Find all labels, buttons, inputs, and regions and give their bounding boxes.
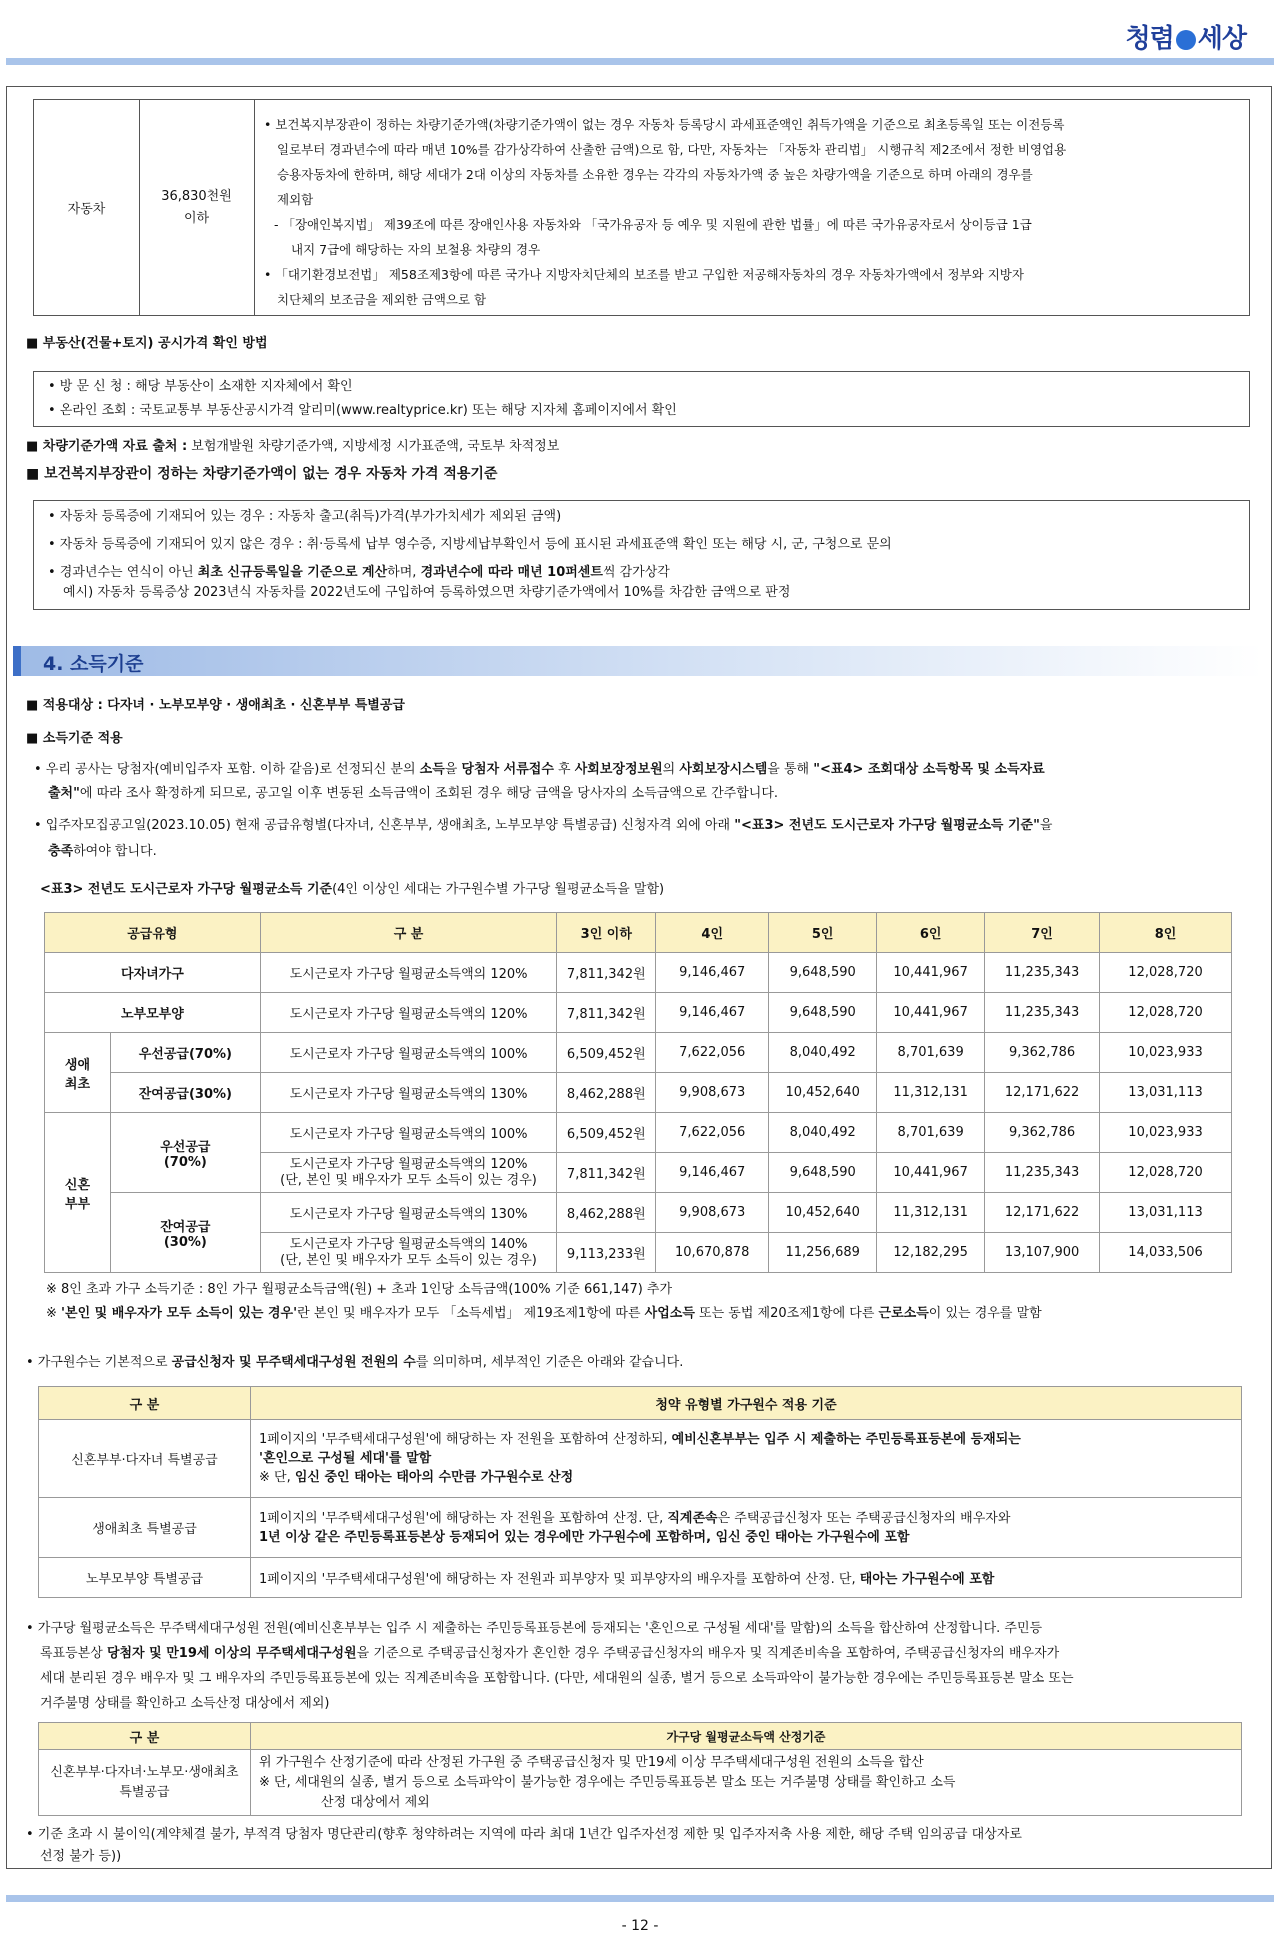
- col-header: 구 분: [260, 913, 557, 953]
- table-row: 노부모부양 도시근로자 가구당 월평균소득액의 120% 7,811,342원 9,146,467 9,648,590 10,441,967 11,235,343 12,028,720: [45, 993, 1232, 1033]
- monthly-income-para: • 가구당 월평균소득은 무주택세대구성원 전원(예비신혼부부는 입주 시 제출하는 주민등록표등본에 등재되는 '혼인으로 구성될 세대'를 말함)의 소득을 합산하여 산정합니다. 주민등 록표등본상 당첨자 및 만19세 이상의 무주택세대구성원을 기준으로 주택공급신청자가 혼인한 경우 주택공급신청자의 배우자 및 직계존비속을 포함하여, 주택공급신청자의 배우자가 세대 분리된 경우 배우자 및 그 배우자의 주민등록표등본에 있는 직계존비속을 포함합니다. (다만, 세대원의 실종, 별거 등으로 소득파악이 불가능한 경우에는 주민등록표등본 말소 또는 거주불명 상태를 확인하고 소득산정 대상에서 제외): [26, 1621, 1074, 1711]
- vehicle-source: ■ 차량기준가액 자료 출처 : 보험개발원 차량기준가액, 지방세정 시가표준액, 국토부 차적정보: [26, 439, 560, 454]
- income-table: [44, 912, 1232, 1273]
- col-header: 공급유형: [45, 913, 261, 953]
- price-rule-1: • 자동차 등록증에 기재되어 있는 경우 : 자동차 출고(취득)가격(부가가치세가 제외된 금액): [48, 509, 562, 524]
- realestate-box: [33, 371, 1250, 427]
- table-row: 신혼부부·다자녀·노부모·생애최초 특별공급 위 가구원수 산정기준에 따라 산정된 가구원 중 주택공급신청자 및 만19세 이상 무주택세대구성원 전원의 소득을 합산 ※ 단, 세대원의 실종, 별거 등으로 소득파악이 불가능한 경우에는 주민등록표등본 말소 또는 거주불명 상태를 확인하고 소득 산정 대상에서 제외: [39, 1750, 1242, 1816]
- table-row: 잔여공급(30%) 도시근로자 가구당 월평균소득액의 130% 8,462,288원 9,908,673 10,452,640 11,312,131 12,171,622 13,031,113: [45, 1073, 1232, 1113]
- table-row: 도시근로자 가구당 월평균소득액의 120% (단, 본인 및 배우자가 모두 소득이 있는 경우) 7,811,342원 9,146,467 9,648,590 10,441,967 11,235,343 12,028,720: [45, 1153, 1232, 1193]
- table-row: 다자녀가구 도시근로자 가구당 월평균소득액의 120% 7,811,342원 9,146,467 9,648,590 10,441,967 11,235,343 12,028,720: [45, 953, 1232, 993]
- income-apply-title: ■ 소득기준 적용: [26, 731, 123, 746]
- realestate-visit: • 방 문 신 청 : 해당 부동산이 소재한 지자체에서 확인: [48, 379, 353, 394]
- table-row: 신혼부부·다자녀 특별공급 1페이지의 '무주택세대구성원'에 해당하는 자 전원을 포함하여 산정하되, 예비신혼부부는 입주 시 제출하는 주민등록표등본에 등재되는 '혼인으로 구성될 세대'를 말함 ※ 단, 임신 중인 태아는 태아의 수만큼 가구원수로 산정: [39, 1420, 1242, 1498]
- page-number: - 12 -: [621, 1918, 659, 1934]
- price-rule-2: • 자동차 등록증에 기재되어 있지 않은 경우 : 취·등록세 납부 영수증, 지방세납부확인서 등에 표시된 과세표준액 확인 또는 해당 시, 군, 구청으로 문의: [48, 537, 892, 552]
- logo-emblem-icon: [1176, 30, 1196, 50]
- vehicle-label: 자동차: [34, 100, 140, 315]
- income-para-2-line-2: 충족하여야 합니다.: [48, 844, 157, 859]
- income-target: ■ 적용대상 : 다자녀 · 노부모부양 · 생애최초 · 신혼부부 특별공급: [26, 698, 405, 713]
- col-header: 청약 유형별 가구원수 적용 기준: [251, 1387, 1242, 1420]
- note-dual-income: ※ '본인 및 배우자가 모두 소득이 있는 경우'란 본인 및 배우자가 모두 「소득세법」 제19조제1항에 따른 사업소득 또는 동법 제20조제1항에 다른 근로소득이 있는 경우를 말함: [46, 1306, 1042, 1321]
- col-header: 8인: [1100, 913, 1232, 953]
- vehicle-amount: 36,830천원 이하: [139, 100, 255, 315]
- col-header: 가구당 월평균소득액 산정기준: [251, 1723, 1242, 1750]
- table3-caption: <표3> 전년도 도시근로자 가구당 월평균소득 기준(4인 이상인 세대는 가구원수별 가구당 월평균소득을 말함): [40, 882, 665, 897]
- table-row: 도시근로자 가구당 월평균소득액의 140% (단, 본인 및 배우자가 모두 소득이 있는 경우) 9,113,233원 10,670,878 11,256,689 12,182,295 13,107,900 14,033,506: [45, 1233, 1232, 1273]
- logo: 청렴 세상: [1125, 24, 1246, 54]
- household-intro: • 가구원수는 기본적으로 공급신청자 및 무주택세대구성원 전원의 수를 의미하며, 세부적인 기준은 아래와 같습니다.: [26, 1355, 684, 1370]
- price-rule-example: 예시) 자동차 등록증상 2023년식 자동차를 2022년도에 구입하여 등록하였으면 차량기준가액에서 10%를 차감한 금액으로 판정: [63, 585, 791, 600]
- col-header: 4인: [656, 913, 769, 953]
- col-header: 구 분: [39, 1387, 251, 1420]
- table-row: 노부모부양 특별공급 1페이지의 '무주택세대구성원'에 해당하는 자 전원과 피부양자 및 피부양자의 배우자를 포함하여 산정. 단, 태아는 가구원수에 포함: [39, 1558, 1242, 1598]
- table-row: 생애 최초 우선공급(70%) 도시근로자 가구당 월평균소득액의 100% 6,509,452원 7,622,056 8,040,492 8,701,639 9,362,786 10,023,933: [45, 1033, 1232, 1073]
- price-rule-3: • 경과년수는 연식이 아닌 최초 신규등록일을 기준으로 계산하며, 경과년수에 따라 매년 10퍼센트씩 감가상각: [48, 565, 670, 580]
- realestate-title: ■ 부동산(건물+토지) 공시가격 확인 방법: [26, 336, 268, 351]
- section-title: 4. 소득기준: [13, 646, 1263, 676]
- income-para-2-line-1: • 입주자모집공고일(2023.10.05) 현재 공급유형별(다자녀, 신혼부부, 생애최초, 노부모부양 특별공급) 신청자격 외에 아래 "<표3> 전년도 도시근로자 가구당 월평균소득 기준"을: [34, 818, 1053, 833]
- col-header: 3인 이하: [557, 913, 656, 953]
- table-row: 신혼 부부 우선공급 (70%) 도시근로자 가구당 월평균소득액의 100% 6,509,452원 7,622,056 8,040,492 8,701,639 9,362,786 10,023,933: [45, 1113, 1232, 1153]
- household-table: [38, 1386, 1242, 1598]
- table-row: 잔여공급 (30%) 도시근로자 가구당 월평균소득액의 130% 8,462,288원 9,908,673 10,452,640 11,312,131 12,171,622 13,031,113: [45, 1193, 1232, 1233]
- realestate-online: • 온라인 조회 : 국토교통부 부동산공시가격 알리미(www.realtyprice.kr) 또는 해당 지자체 홈페이지에서 확인: [48, 403, 677, 418]
- vehicle-price-criteria-title: ■ 보건복지부장관이 정하는 차량기준가액이 없는 경우 자동차 가격 적용기준: [26, 466, 498, 482]
- col-header: 7인: [985, 913, 1100, 953]
- income-para-1-line-1: • 우리 공사는 당첨자(예비입주자 포함. 이하 같음)로 선정되신 분의 소득을 당첨자 서류접수 후 사회보장정보원의 사회보장시스템을 통해 "<표4> 조회대상 소득항목 및 소득자료: [34, 762, 1045, 777]
- vehicle-criteria: • 보건복지부장관이 정하는 차량기준가액(차량기준가액이 없는 경우 자동차 등록당시 과세표준액인 취득가액을 기준으로 최초등록일 또는 이전등록 일로부터 경과년수에 따라 매년 10%를 감가상각하여 산출한 금액)으로 함, 다만, 자동차는 「자동차 관리법」 시행규칙 제2조에서 정한 비영업용 승용자동차에 한하며, 해당 세대가 2대 이상의 자동차를 소유한 경우는 각각의 자동차가액 중 높은 차량가액을 기준으로 하며 아래의 경우를 제외함 - 「장애인복지법」 제39조에 따른 장애인사용 자동차와 「국가유공자 등 예우 및 지원에 관한 법률」에 따른 국가유공자로서 상이등급 1급 내지 7급에 해당하는 자의 보철용 차량의 경우 • 「대기환경보전법」 제58조제3항에 따른 국가나 지방자치단체의 보조를 받고 구입한 저공해자동차의 경우 자동차가액에서 정부와 지방자 치단체의 보조금을 제외한 금액으로 함: [264, 117, 1067, 307]
- income-para-1-line-2: 출처"에 따라 조사 확정하게 되므로, 공고일 이후 변동된 소득금액이 조회된 경우 해당 금액을 당사자의 소득금액으로 간주합니다.: [48, 786, 779, 801]
- col-header: 6인: [877, 913, 985, 953]
- note-over-8: ※ 8인 초과 가구 소득기준 : 8인 가구 월평균소득금액(원) + 초과 1인당 소득금액(100% 기준 661,147) 추가: [46, 1282, 673, 1297]
- top-divider: [6, 58, 1274, 65]
- monthly-income-table: [38, 1722, 1242, 1816]
- table-row: 생애최초 특별공급 1페이지의 '무주택세대구성원'에 해당하는 자 전원을 포함하여 산정. 단, 직계존속은 주택공급신청자 또는 주택공급신청자의 배우자와 1년 이상 같은 주민등록표등본상 등재되어 있는 경우에만 가구원수에 포함하며, 임신 중인 태아는 가구원수에 포함: [39, 1498, 1242, 1558]
- penalty-note: • 기준 초과 시 불이익(계약체결 불가, 부적격 당첨자 명단관리(향후 청약하려는 지역에 따라 최대 1년간 입주자선정 제한 및 입주자저축 사용 제한, 해당 주택 임의공급 대상자로 선정 불가 등)): [26, 1827, 1022, 1864]
- bottom-divider: [6, 1895, 1274, 1902]
- col-header: 구 분: [39, 1723, 251, 1750]
- vehicle-price-box: [33, 500, 1250, 610]
- vehicle-table: [33, 99, 1250, 316]
- col-header: 5인: [769, 913, 877, 953]
